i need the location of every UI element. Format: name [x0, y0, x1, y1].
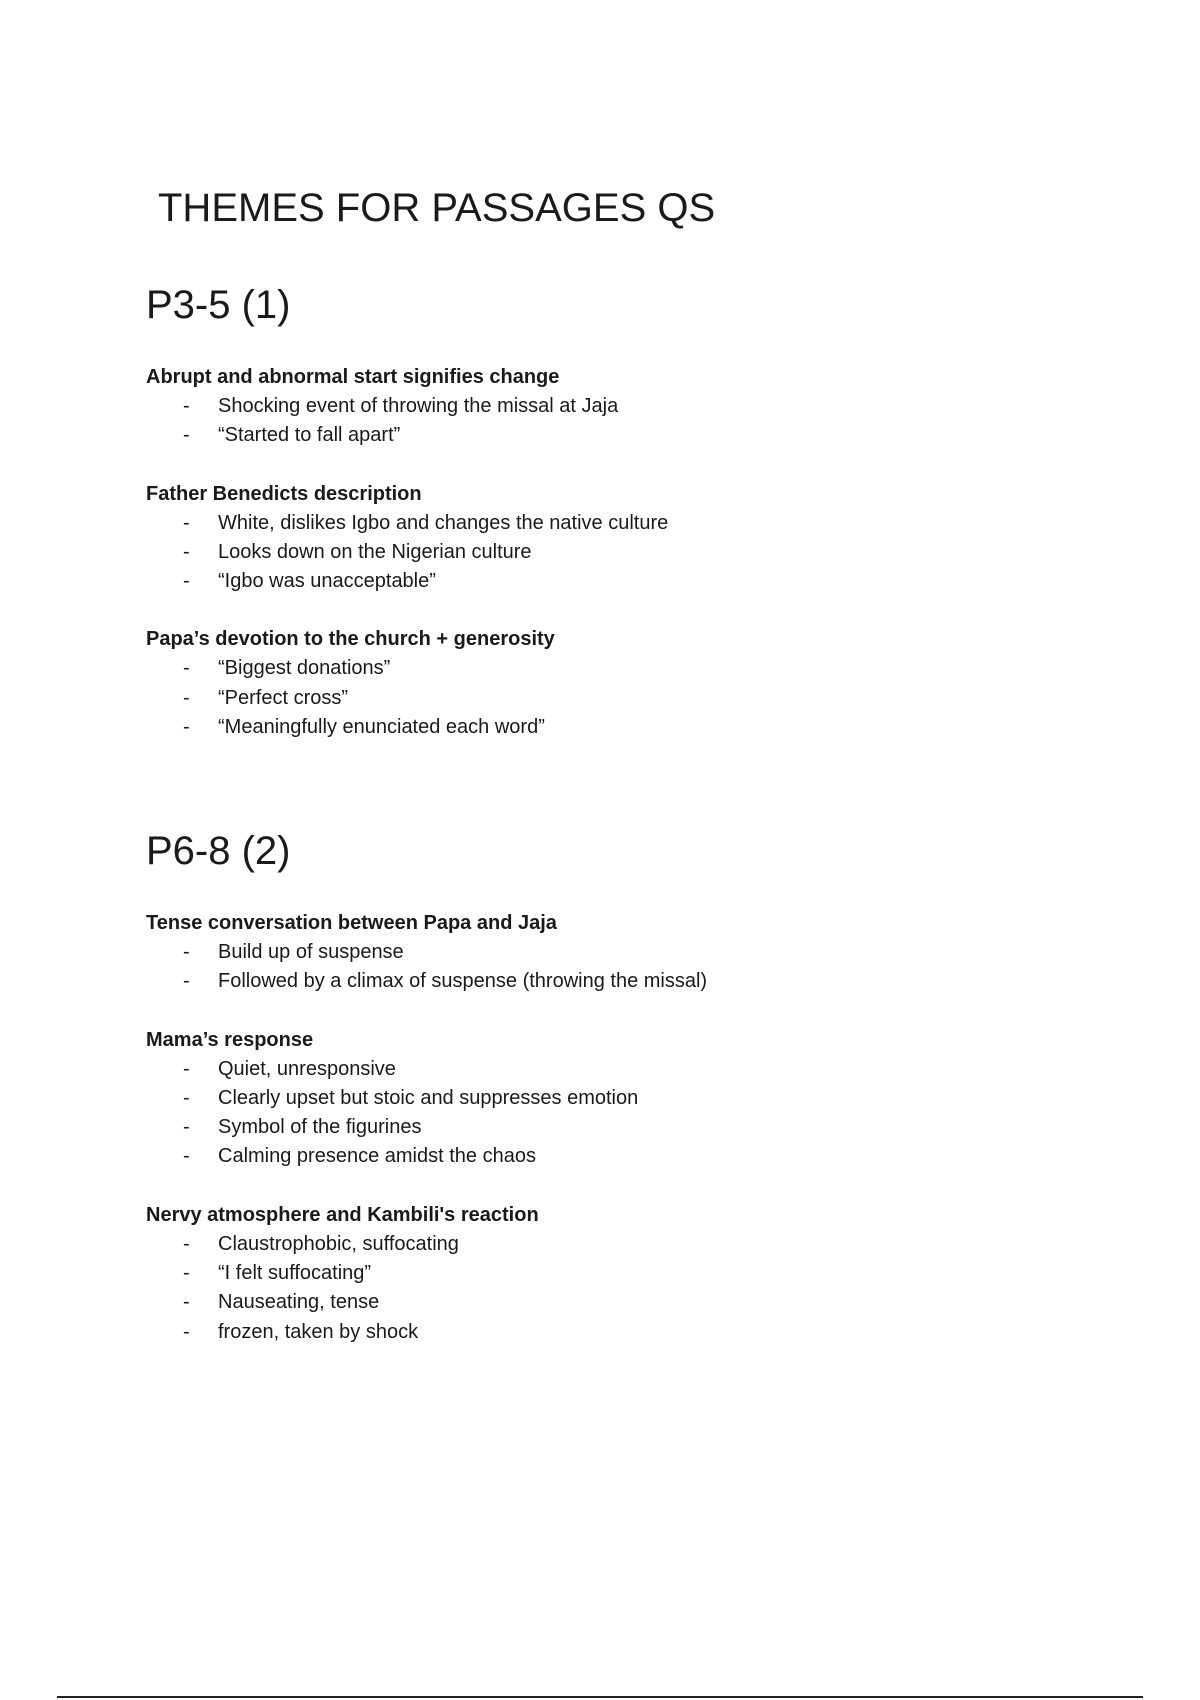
- list-item: [146, 1288, 1046, 1317]
- bullet-dash: -: [183, 1262, 190, 1285]
- list-item-text: “Meaningfully enunciated each word”: [218, 716, 545, 739]
- bullet-dash: -: [183, 570, 190, 593]
- theme-block: [146, 909, 1046, 997]
- bullet-dash: -: [183, 970, 190, 993]
- list-item: [146, 392, 1046, 421]
- bullet-dash: -: [183, 657, 190, 680]
- list-item: [146, 538, 1046, 567]
- theme-title: Nervy atmosphere and Kambili's reaction: [146, 1203, 539, 1226]
- list-item-text: “Biggest donations”: [218, 657, 391, 680]
- section-heading: P6-8 (2): [146, 829, 291, 873]
- list-item-text: Quiet, unresponsive: [218, 1057, 396, 1080]
- list-item-text: Followed by a climax of suspense (throwing the missal): [218, 970, 708, 993]
- list-item-text: Looks down on the Nigerian culture: [218, 540, 532, 563]
- list-item: [146, 684, 1046, 713]
- theme-block: [146, 480, 1046, 597]
- list-item-text: “I felt suffocating”: [218, 1262, 372, 1285]
- list-item-text: Clearly upset but stoic and suppresses emotion: [218, 1086, 639, 1109]
- list-item: [146, 1259, 1046, 1288]
- bullet-dash: -: [183, 1057, 190, 1080]
- list-item: [146, 1142, 1046, 1171]
- list-item: [146, 567, 1046, 596]
- list-item: [146, 1230, 1046, 1259]
- list-item-text: Build up of suspense: [218, 941, 404, 963]
- list-item: [146, 967, 1046, 996]
- list-item-text: Calming presence amidst the chaos: [218, 1145, 536, 1168]
- bullet-dash: -: [183, 686, 190, 709]
- bullet-dash: -: [183, 511, 190, 534]
- list-item-text: “Started to fall apart”: [218, 424, 401, 447]
- theme-points: [146, 1055, 1046, 1172]
- bullet-dash: -: [183, 1291, 190, 1314]
- bullet-dash: -: [183, 716, 190, 739]
- theme-block: [146, 1201, 1046, 1347]
- theme-block: [146, 363, 1046, 451]
- theme-title: Abrupt and abnormal start signifies change: [146, 366, 560, 388]
- theme-title: Father Benedicts description: [146, 482, 422, 505]
- theme-points: [146, 509, 1046, 597]
- list-item-text: “Perfect cross”: [218, 686, 349, 709]
- page-divider: [57, 1696, 1143, 1698]
- bullet-dash: -: [183, 1086, 190, 1109]
- theme-block: [146, 625, 1046, 742]
- theme-points: [146, 1230, 1046, 1347]
- list-item: [146, 1113, 1046, 1142]
- theme-points: [146, 938, 1046, 997]
- list-item-text: Nauseating, tense: [218, 1291, 380, 1314]
- list-item-text: White, dislikes Igbo and changes the native culture: [218, 511, 669, 534]
- bullet-dash: -: [183, 424, 190, 447]
- list-item: [146, 938, 1046, 967]
- list-item-text: Shocking event of throwing the missal at Jaja: [218, 395, 619, 417]
- theme-title: Mama’s response: [146, 1028, 314, 1051]
- list-item: [146, 1318, 1046, 1347]
- list-item-text: “Igbo was unacceptable”: [218, 570, 436, 593]
- bullet-dash: -: [183, 1116, 190, 1139]
- section-p3-5: [146, 281, 1046, 742]
- list-item-text: frozen, taken by shock: [218, 1320, 419, 1343]
- theme-title: Tense conversation between Papa and Jaja: [146, 912, 557, 934]
- list-item: [146, 509, 1046, 538]
- theme-title: Papa’s devotion to the church + generosity: [146, 628, 555, 651]
- list-item-text: Claustrophobic, suffocating: [218, 1232, 459, 1255]
- bullet-dash: -: [183, 1320, 190, 1343]
- list-item: [146, 1055, 1046, 1084]
- section-heading: P3-5 (1): [146, 283, 291, 327]
- bullet-dash: -: [183, 1145, 190, 1168]
- theme-block: [146, 1026, 1046, 1172]
- list-item: [146, 654, 1046, 683]
- bullet-dash: -: [183, 540, 190, 563]
- theme-points: [146, 392, 1046, 451]
- bullet-dash: -: [183, 941, 190, 963]
- theme-points: [146, 654, 1046, 742]
- bullet-dash: -: [183, 1232, 190, 1255]
- list-item: [146, 421, 1046, 450]
- list-item: [146, 713, 1046, 742]
- list-item-text: Symbol of the figurines: [218, 1116, 422, 1139]
- list-item: [146, 1084, 1046, 1113]
- bullet-dash: -: [183, 395, 190, 417]
- page-title: THEMES FOR PASSAGES QS: [158, 186, 716, 230]
- section-p6-8: [146, 827, 1046, 1347]
